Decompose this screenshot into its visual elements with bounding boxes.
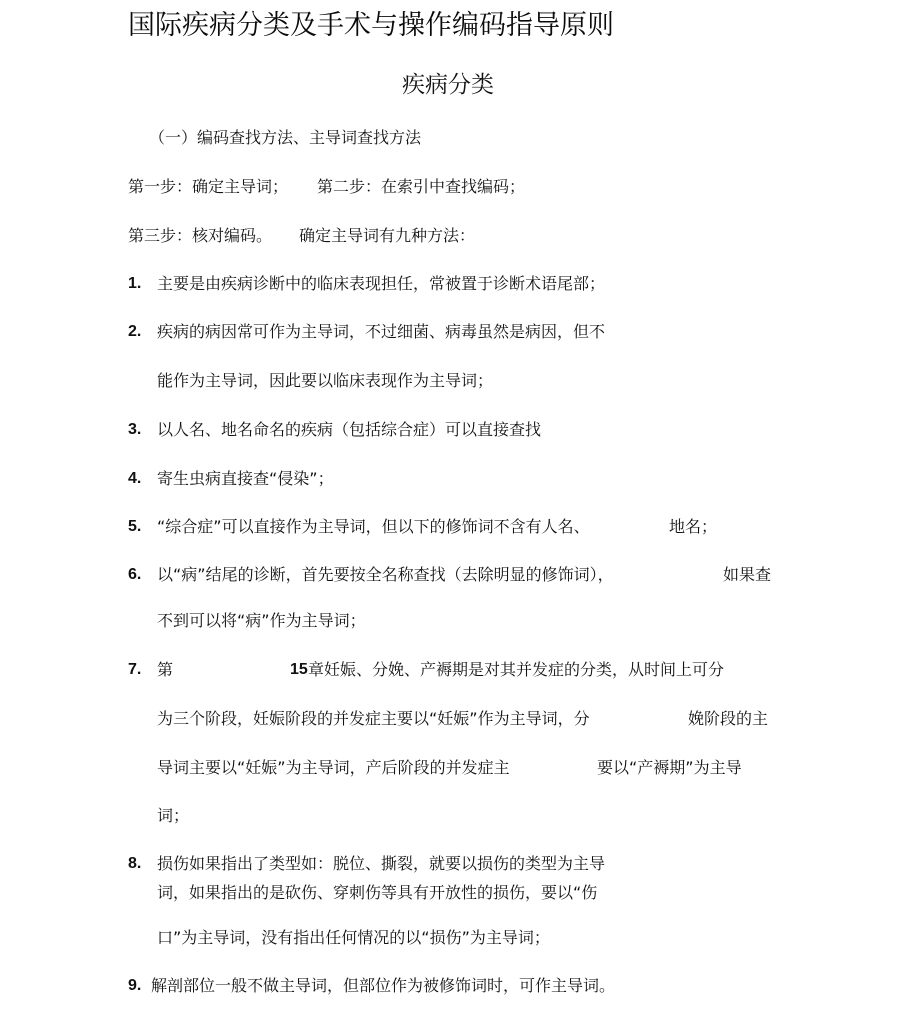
item-text: 解剖部位一般不做主导词，但部位作为被修饰词时，可作主导词。: [151, 976, 616, 995]
item-text: 不到可以将“病”作为主导词；: [157, 611, 366, 630]
item-text: 能作为主导词，因此要以临床表现作为主导词；: [157, 371, 494, 390]
item-text: 如果查: [723, 565, 772, 584]
item-text: 章妊娠、分娩、产褥期是对其并发症的分类，从时间上可分: [308, 660, 725, 679]
item-text: 地名；: [669, 517, 718, 536]
item-text: 导词主要以“妊娠”为主导词，产后阶段的并发症主: [157, 758, 510, 777]
item-text: 词；: [157, 806, 190, 825]
item-number: 8.: [128, 855, 142, 872]
section-heading: （一）编码查找方法、主导词查找方法: [149, 128, 422, 147]
item-text: 娩阶段的主: [688, 709, 769, 728]
step-two-text: 第二步：在索引中查找编码；: [317, 177, 526, 196]
item-text: 为三个阶段，妊娠阶段的并发症主要以“妊娠”作为主导词，分: [157, 709, 590, 728]
item-text: 疾病的病因常可作为主导词，不过细菌、病毒虽然是病因，但不: [157, 322, 606, 341]
item-text: 以“病”结尾的诊断，首先要按全名称查找（去除明显的修饰词），: [157, 565, 614, 584]
item-number: 3.: [128, 421, 142, 438]
item-number: 9.: [128, 977, 142, 994]
document-title: 国际疾病分类及手术与操作编码指导原则: [128, 10, 614, 41]
item-text: 词，如果指出的是砍伤、穿刺伤等具有开放性的损伤，要以“伤: [157, 883, 598, 902]
methods-intro-text: 确定主导词有九种方法：: [299, 226, 476, 245]
item-number: 1.: [128, 275, 142, 292]
item-number: 4.: [128, 470, 142, 487]
chapter-number: 15: [290, 661, 308, 678]
item-text: 以人名、地名命名的疾病（包括综合症）可以直接查找: [157, 420, 542, 439]
item-text: 第: [157, 660, 174, 679]
item-number: 5.: [128, 518, 142, 535]
item-text: 要以“产褥期”为主导: [597, 758, 742, 777]
item-text: 寄生虫病直接查“侵染”；: [157, 469, 334, 488]
item-number: 6.: [128, 566, 142, 583]
item-text: 主要是由疾病诊断中的临床表现担任，常被置于诊断术语尾部；: [157, 274, 606, 293]
item-text: “综合症”可以直接作为主导词，但以下的修饰词不含有人名、: [157, 517, 590, 536]
section-subtitle: 疾病分类: [402, 72, 494, 98]
step-three-text: 第三步：核对编码。: [128, 226, 273, 245]
item-number: 2.: [128, 323, 142, 340]
item-text: 口”为主导词，没有指出任何情况的以“损伤”为主导词；: [157, 928, 550, 947]
step-one-text: 第一步：确定主导词；: [128, 177, 289, 196]
item-text: 损伤如果指出了类型如：脱位、撕裂，就要以损伤的类型为主导: [157, 854, 606, 873]
item-number: 7.: [128, 661, 142, 678]
